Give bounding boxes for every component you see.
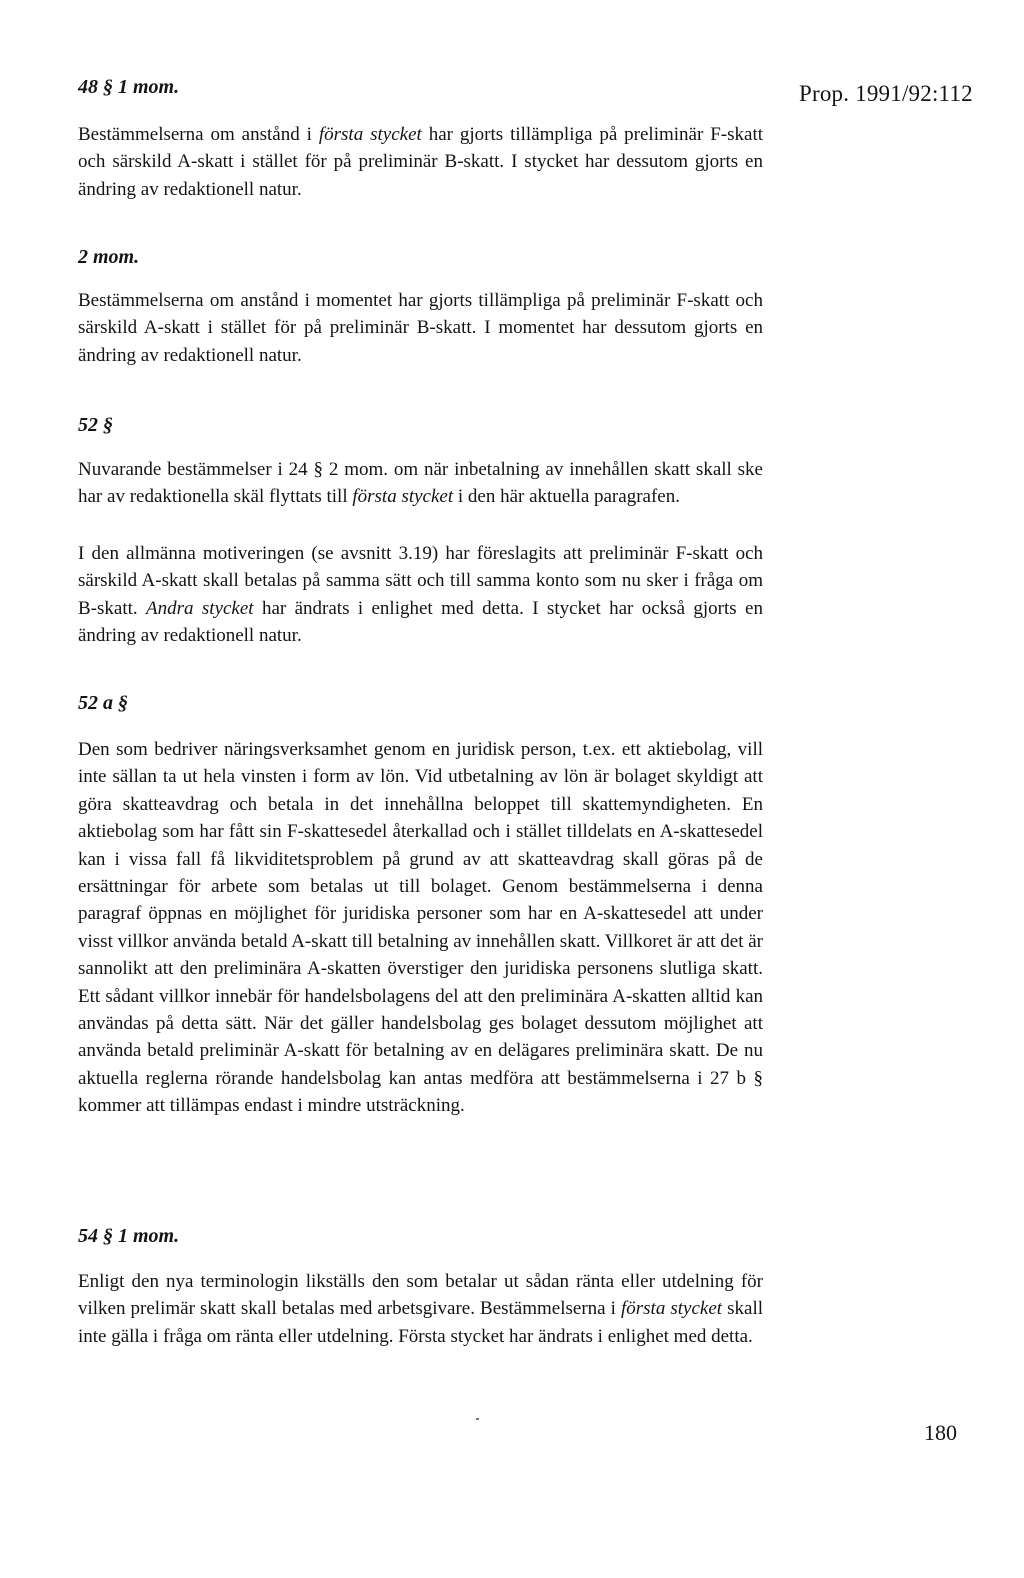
text-run: Bestämmelserna om anstånd i [78, 124, 319, 145]
text-run: skall inte gälla i fråga om ränta eller utdelning. Första stycket har ändrats i enlighet med detta. [78, 1298, 763, 1347]
text-run: Enligt den nya terminologin likställs den som betalar ut sådan ränta eller utdelning för vilken prelimär skatt skall betalas med arbetsgivare. Bestämmelserna i [78, 1271, 763, 1320]
italic-reference: Andra stycket [146, 597, 254, 619]
paragraph: Bestämmelserna om anstånd i momentet har gjorts tillämpliga på preliminär F-skatt och särskild A-skatt i stället för på preliminär B-skatt. I momentet har dessutom gjorts en ändring av redaktionell natur. [78, 290, 763, 366]
paragraph [78, 540, 763, 650]
italic-reference: första stycket [352, 486, 454, 508]
page-number: 180 [924, 1420, 957, 1445]
paragraph [78, 1268, 763, 1350]
paragraph [78, 121, 763, 203]
text-run: har ändrats i enlighet med detta. I stycket har också gjorts en ändring av redaktionell natur. [78, 597, 763, 647]
section-heading: 48 § 1 mom. [78, 76, 180, 98]
italic-reference: första stycket [318, 124, 422, 145]
section-heading: 54 § 1 mom. [78, 1225, 180, 1247]
paragraph: Den som bedriver näringsverksamhet genom en juridisk person, t.ex. ett aktiebolag, vill inte sällan ta ut hela vinsten i form av lön. Vid utbetalning av lön är bolaget skyldigt att göra skatteavdrag och betala in det innehållna beloppet till skattemyndigheten. En aktiebolag som har fått sin F-skattesedel återkallad och i stället tilldelats en A-skattesedel kan i vissa fall få likviditetsproblem på grund av att skatteavdrag skall göras på de ersättningar för arbete som betalas ut till bolaget. Genom bestämmelserna i denna paragraf öppnas en möjlighet för juridiska personer som har en A-skattesedel att under visst villkor använda betald A-skatt till betalning av innehållen skatt. Villkoret är att det är sannolikt att den preliminära A-skatten överstiger den juridiska personens slutliga skatt. Ett sådant villkor innebär för handelsbolagens del att den preliminära A-skatten alltid kan användas på detta sätt. När det gäller handelsbolag ges bolaget dessutom möjlighet att använda betald preliminär A-skatt för betalning av en delägares preliminära skatt. De nu aktuella reglerna rörande handelsbolag kan antas medföra att bestämmelserna i 27 b § kommer att tillämpas endast i mindre utsträckning. [78, 739, 763, 1117]
section-heading: 52 § [78, 414, 113, 436]
text-run: i den här aktuella paragrafen. [453, 486, 680, 508]
italic-reference: första stycket [620, 1298, 723, 1320]
section-heading: 2 mom. [78, 246, 140, 268]
text-run: Nuvarande bestämmelser i 24 § 2 mom. om när inbetalning av innehållen skatt skall ske har av redaktionella skäl flyttats till [78, 459, 763, 508]
paragraph [78, 456, 763, 511]
section-heading: 52 a § [78, 692, 128, 714]
print-speck [476, 1418, 479, 1420]
text-run: har gjorts tillämpliga på preliminär F-skatt och särskild A-skatt i stället för på preliminär B-skatt. I stycket har dessutom gjorts en ändring av redaktionell natur. [78, 124, 763, 200]
text-run: I den allmänna motiveringen (se avsnitt 3.19) har föreslagits att preliminär F-skatt och särskild A-skatt skall betalas på samma sätt och till samma konto som nu sker i fråga om B-skatt. [78, 543, 763, 619]
proposition-reference: Prop. 1991/92:112 [799, 81, 973, 106]
